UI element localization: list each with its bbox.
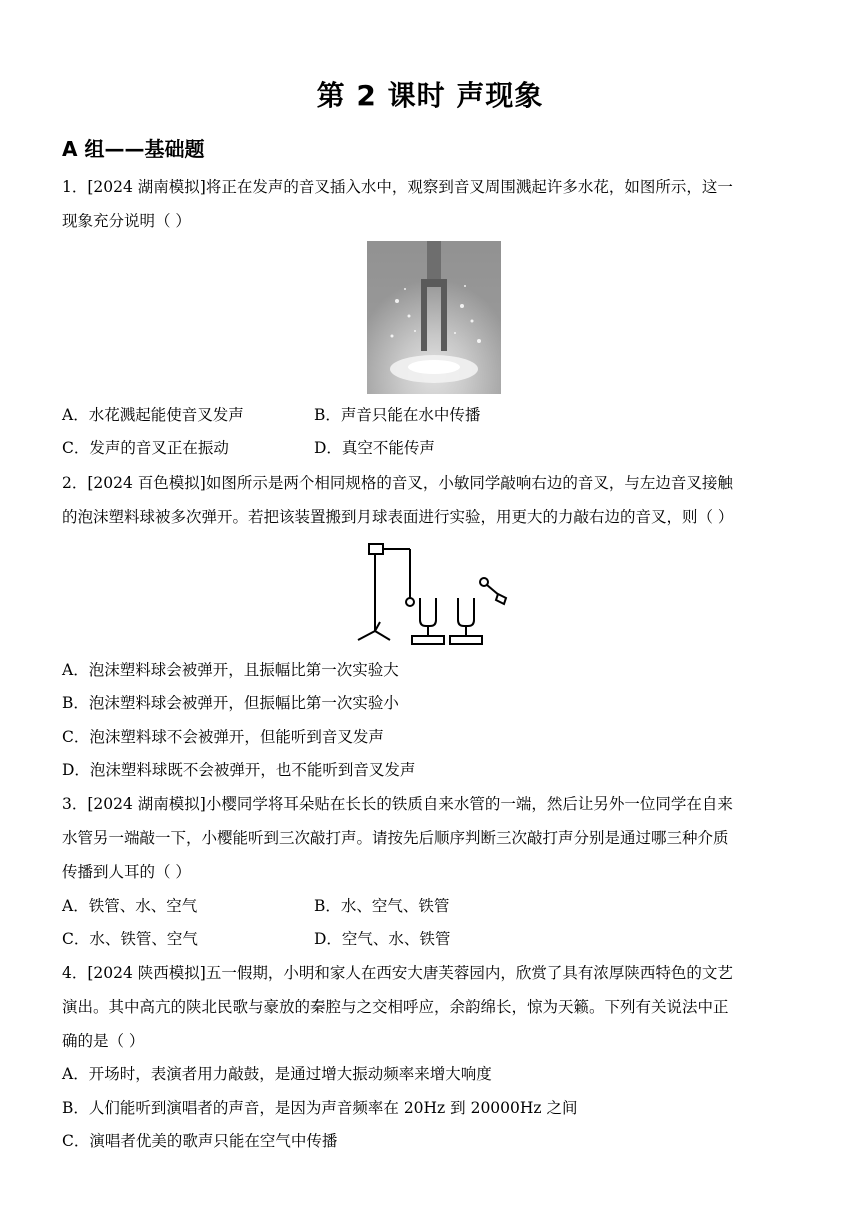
two-tuning-forks-diagram	[350, 536, 514, 650]
q2-stem-line2: 的泡沫塑料球被多次弹开。若把该装置搬到月球表面进行实验，用更大的力敲右边的音叉，则（ ）	[62, 508, 734, 526]
q1-option-b: B．声音只能在水中传播	[314, 406, 481, 424]
q3-stem-line3: 传播到人耳的（ ）	[62, 863, 191, 881]
q4-option-a: A．开场时，表演者用力敲鼓，是通过增大振动频率来增大响度	[62, 1065, 492, 1083]
q2-option-a: A．泡沫塑料球会被弹开，且振幅比第一次实验大	[62, 661, 399, 679]
q3-option-a: A．铁管、水、空气	[62, 897, 198, 915]
q2-option-d: D．泡沫塑料球既不会被弹开，也不能听到音叉发声	[62, 761, 416, 779]
q4-stem-line2: 演出。其中高亢的陕北民歌与豪放的秦腔与之交相呼应，余韵绵长，惊为天籁。下列有关说法中正	[62, 998, 729, 1016]
section-heading: A 组——基础题	[62, 137, 205, 161]
q3-stem-line1: 3．[2024 湖南模拟]小樱同学将耳朵贴在长长的铁质自来水管的一端，然后让另外一位同学在自来	[62, 795, 733, 813]
page-title: 第 2 课时 声现象	[316, 79, 544, 112]
q3-option-d: D．空气、水、铁管	[314, 930, 451, 948]
q4-option-c: C．演唱者优美的歌声只能在空气中传播	[62, 1132, 338, 1150]
q3-option-b: B．水、空气、铁管	[314, 897, 450, 915]
q2-option-c: C．泡沫塑料球不会被弹开，但能听到音叉发声	[62, 728, 384, 746]
q4-stem-line3: 确的是（ ）	[62, 1032, 145, 1050]
q2-option-b: B．泡沫塑料球会被弹开，但振幅比第一次实验小	[62, 694, 399, 712]
q1-stem-line1: 1．[2024 湖南模拟]将正在发声的音叉插入水中，观察到音叉周围溅起许多水花，如图所示，这一	[62, 178, 733, 196]
q2-stem-line1: 2．[2024 百色模拟]如图所示是两个相同规格的音叉，小敏同学敲响右边的音叉，与左边音叉接触	[62, 474, 733, 492]
q3-option-c: C．水、铁管、空气	[62, 930, 198, 948]
q1-stem-line2: 现象充分说明（ ）	[62, 212, 191, 230]
q4-option-b: B．人们能听到演唱者的声音，是因为声音频率在 20Hz 到 20000Hz 之间	[62, 1099, 578, 1117]
q4-stem-line1: 4．[2024 陕西模拟]五一假期，小明和家人在西安大唐芙蓉园内，欣赏了具有浓厚陕西特色的文艺	[62, 964, 733, 982]
q1-option-d: D．真空不能传声	[314, 439, 435, 457]
tuning-fork-water-photo	[367, 241, 501, 394]
q3-stem-line2: 水管另一端敲一下，小樱能听到三次敲打声。请按先后顺序判断三次敲打声分别是通过哪三种介质	[62, 829, 729, 847]
q1-option-a: A．水花溅起能使音叉发声	[62, 406, 244, 424]
q1-option-c: C．发声的音叉正在振动	[62, 439, 229, 457]
